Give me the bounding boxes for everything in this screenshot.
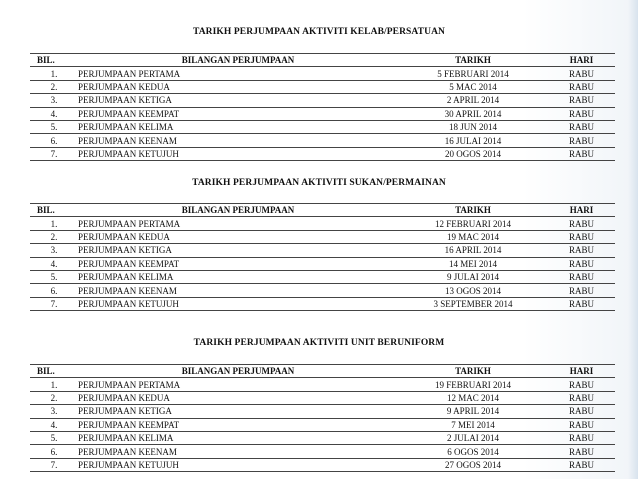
table-row [30,445,615,458]
cell-tarikh: 12 FEBRUARI 2014 [398,217,548,230]
cell-bilangan: PERJUMPAAN PERTAMA [78,378,398,391]
slide-decoration [628,0,638,479]
cell-hari: RABU [548,418,615,431]
cell-bilangan: PERJUMPAAN KEDUA [78,230,398,243]
cell-hari: RABU [548,120,615,133]
cell-tarikh: 9 JULAI 2014 [398,270,548,283]
cell-bil: 7. [30,147,78,160]
cell-tarikh: 5 MAC 2014 [398,80,548,93]
table-row [30,80,615,93]
table-row [30,120,615,133]
cell-hari: RABU [548,230,615,243]
cell-bil: 2. [30,80,78,93]
table-row [30,134,615,147]
cell-bilangan: PERJUMPAAN KEEMPAT [78,107,398,120]
table-row [30,297,615,310]
cell-bil: 6. [30,445,78,458]
cell-tarikh: 2 JULAI 2014 [398,431,548,444]
cell-bilangan: PERJUMPAAN KETIGA [78,94,398,107]
cell-hari: RABU [548,107,615,120]
cell-tarikh: 13 OGOS 2014 [398,284,548,297]
table-unit-beruniform [30,364,615,472]
header-bil: BIL. [30,54,78,67]
cell-bilangan: PERJUMPAAN KETUJUH [78,297,398,310]
cell-tarikh: 20 OGOS 2014 [398,147,548,160]
header-bilangan: BILANGAN PERJUMPAAN [78,54,398,67]
cell-bil: 1. [30,67,78,80]
cell-bil: 5. [30,120,78,133]
table-row [30,94,615,107]
cell-bil: 2. [30,230,78,243]
table-title-sukan: TARIKH PERJUMPAAN AKTIVITI SUKAN/PERMAINAN [192,178,446,188]
header-tarikh: TARIKH [398,204,548,217]
cell-bilangan: PERJUMPAAN KEDUA [78,391,398,404]
table-row [30,147,615,160]
cell-bilangan: PERJUMPAAN KETUJUH [78,147,398,160]
cell-tarikh: 27 OGOS 2014 [398,458,548,471]
table-row [30,230,615,243]
cell-tarikh: 9 APRIL 2014 [398,405,548,418]
cell-bil: 4. [30,107,78,120]
cell-bil: 3. [30,94,78,107]
table-row [30,270,615,283]
cell-bil: 5. [30,270,78,283]
cell-hari: RABU [548,297,615,310]
cell-bilangan: PERJUMPAAN KELIMA [78,431,398,444]
header-bilangan: BILANGAN PERJUMPAAN [78,365,398,378]
cell-bil: 7. [30,297,78,310]
cell-hari: RABU [548,284,615,297]
cell-hari: RABU [548,391,615,404]
header-hari: HARI [548,365,615,378]
cell-bil: 2. [30,391,78,404]
cell-bilangan: PERJUMPAAN PERTAMA [78,217,398,230]
table-sukan-permainan [30,203,615,311]
cell-tarikh: 19 FEBRUARI 2014 [398,378,548,391]
table-row [30,378,615,391]
cell-bilangan: PERJUMPAAN KEDUA [78,80,398,93]
cell-tarikh: 3 SEPTEMBER 2014 [398,297,548,310]
table-row [30,284,615,297]
cell-bil: 6. [30,284,78,297]
cell-tarikh: 5 FEBRUARI 2014 [398,67,548,80]
cell-hari: RABU [548,244,615,257]
cell-tarikh: 12 MAC 2014 [398,391,548,404]
cell-tarikh: 16 APRIL 2014 [398,244,548,257]
cell-bil: 5. [30,431,78,444]
header-tarikh: TARIKH [398,365,548,378]
cell-bilangan: PERJUMPAAN KELIMA [78,270,398,283]
cell-bilangan: PERJUMPAAN KETIGA [78,405,398,418]
cell-bil: 4. [30,257,78,270]
cell-bilangan: PERJUMPAAN KETIGA [78,244,398,257]
cell-tarikh: 2 APRIL 2014 [398,94,548,107]
table-row [30,458,615,471]
cell-tarikh: 14 MEI 2014 [398,257,548,270]
table-row [30,418,615,431]
table-row [30,391,615,404]
table-kelab-persatuan [30,53,615,161]
cell-bilangan: PERJUMPAAN KEENAM [78,134,398,147]
cell-bil: 1. [30,378,78,391]
cell-bil: 7. [30,458,78,471]
cell-tarikh: 18 JUN 2014 [398,120,548,133]
cell-hari: RABU [548,217,615,230]
cell-tarikh: 16 JULAI 2014 [398,134,548,147]
cell-hari: RABU [548,445,615,458]
table-row [30,67,615,80]
cell-tarikh: 6 OGOS 2014 [398,445,548,458]
cell-hari: RABU [548,94,615,107]
table-title-kelab: TARIKH PERJUMPAAN AKTIVITI KELAB/PERSATUAN [192,27,446,37]
cell-bilangan: PERJUMPAAN KEEMPAT [78,418,398,431]
table-row [30,405,615,418]
table-row [30,431,615,444]
header-bil: BIL. [30,204,78,217]
cell-hari: RABU [548,67,615,80]
cell-hari: RABU [548,405,615,418]
table-header-row [30,204,615,217]
cell-hari: RABU [548,458,615,471]
cell-bil: 3. [30,244,78,257]
cell-bilangan: PERJUMPAAN KELIMA [78,120,398,133]
cell-hari: RABU [548,147,615,160]
cell-hari: RABU [548,80,615,93]
cell-hari: RABU [548,134,615,147]
table-title-beruniform: TARIKH PERJUMPAAN AKTIVITI UNIT BERUNIFORM [193,338,445,348]
cell-bilangan: PERJUMPAAN KETUJUH [78,458,398,471]
cell-hari: RABU [548,257,615,270]
header-bilangan: BILANGAN PERJUMPAAN [78,204,398,217]
table-row [30,257,615,270]
cell-hari: RABU [548,378,615,391]
cell-tarikh: 7 MEI 2014 [398,418,548,431]
cell-tarikh: 19 MAC 2014 [398,230,548,243]
cell-bilangan: PERJUMPAAN KEENAM [78,445,398,458]
header-hari: HARI [548,204,615,217]
header-bil: BIL. [30,365,78,378]
cell-bil: 3. [30,405,78,418]
table-row [30,244,615,257]
table-header-row [30,365,615,378]
cell-bilangan: PERJUMPAAN KEENAM [78,284,398,297]
cell-bilangan: PERJUMPAAN KEEMPAT [78,257,398,270]
cell-bil: 4. [30,418,78,431]
cell-bil: 6. [30,134,78,147]
cell-bilangan: PERJUMPAAN PERTAMA [78,67,398,80]
cell-hari: RABU [548,431,615,444]
table-row [30,107,615,120]
header-tarikh: TARIKH [398,54,548,67]
cell-hari: RABU [548,270,615,283]
header-hari: HARI [548,54,615,67]
cell-tarikh: 30 APRIL 2014 [398,107,548,120]
table-header-row [30,54,615,67]
table-row [30,217,615,230]
cell-bil: 1. [30,217,78,230]
